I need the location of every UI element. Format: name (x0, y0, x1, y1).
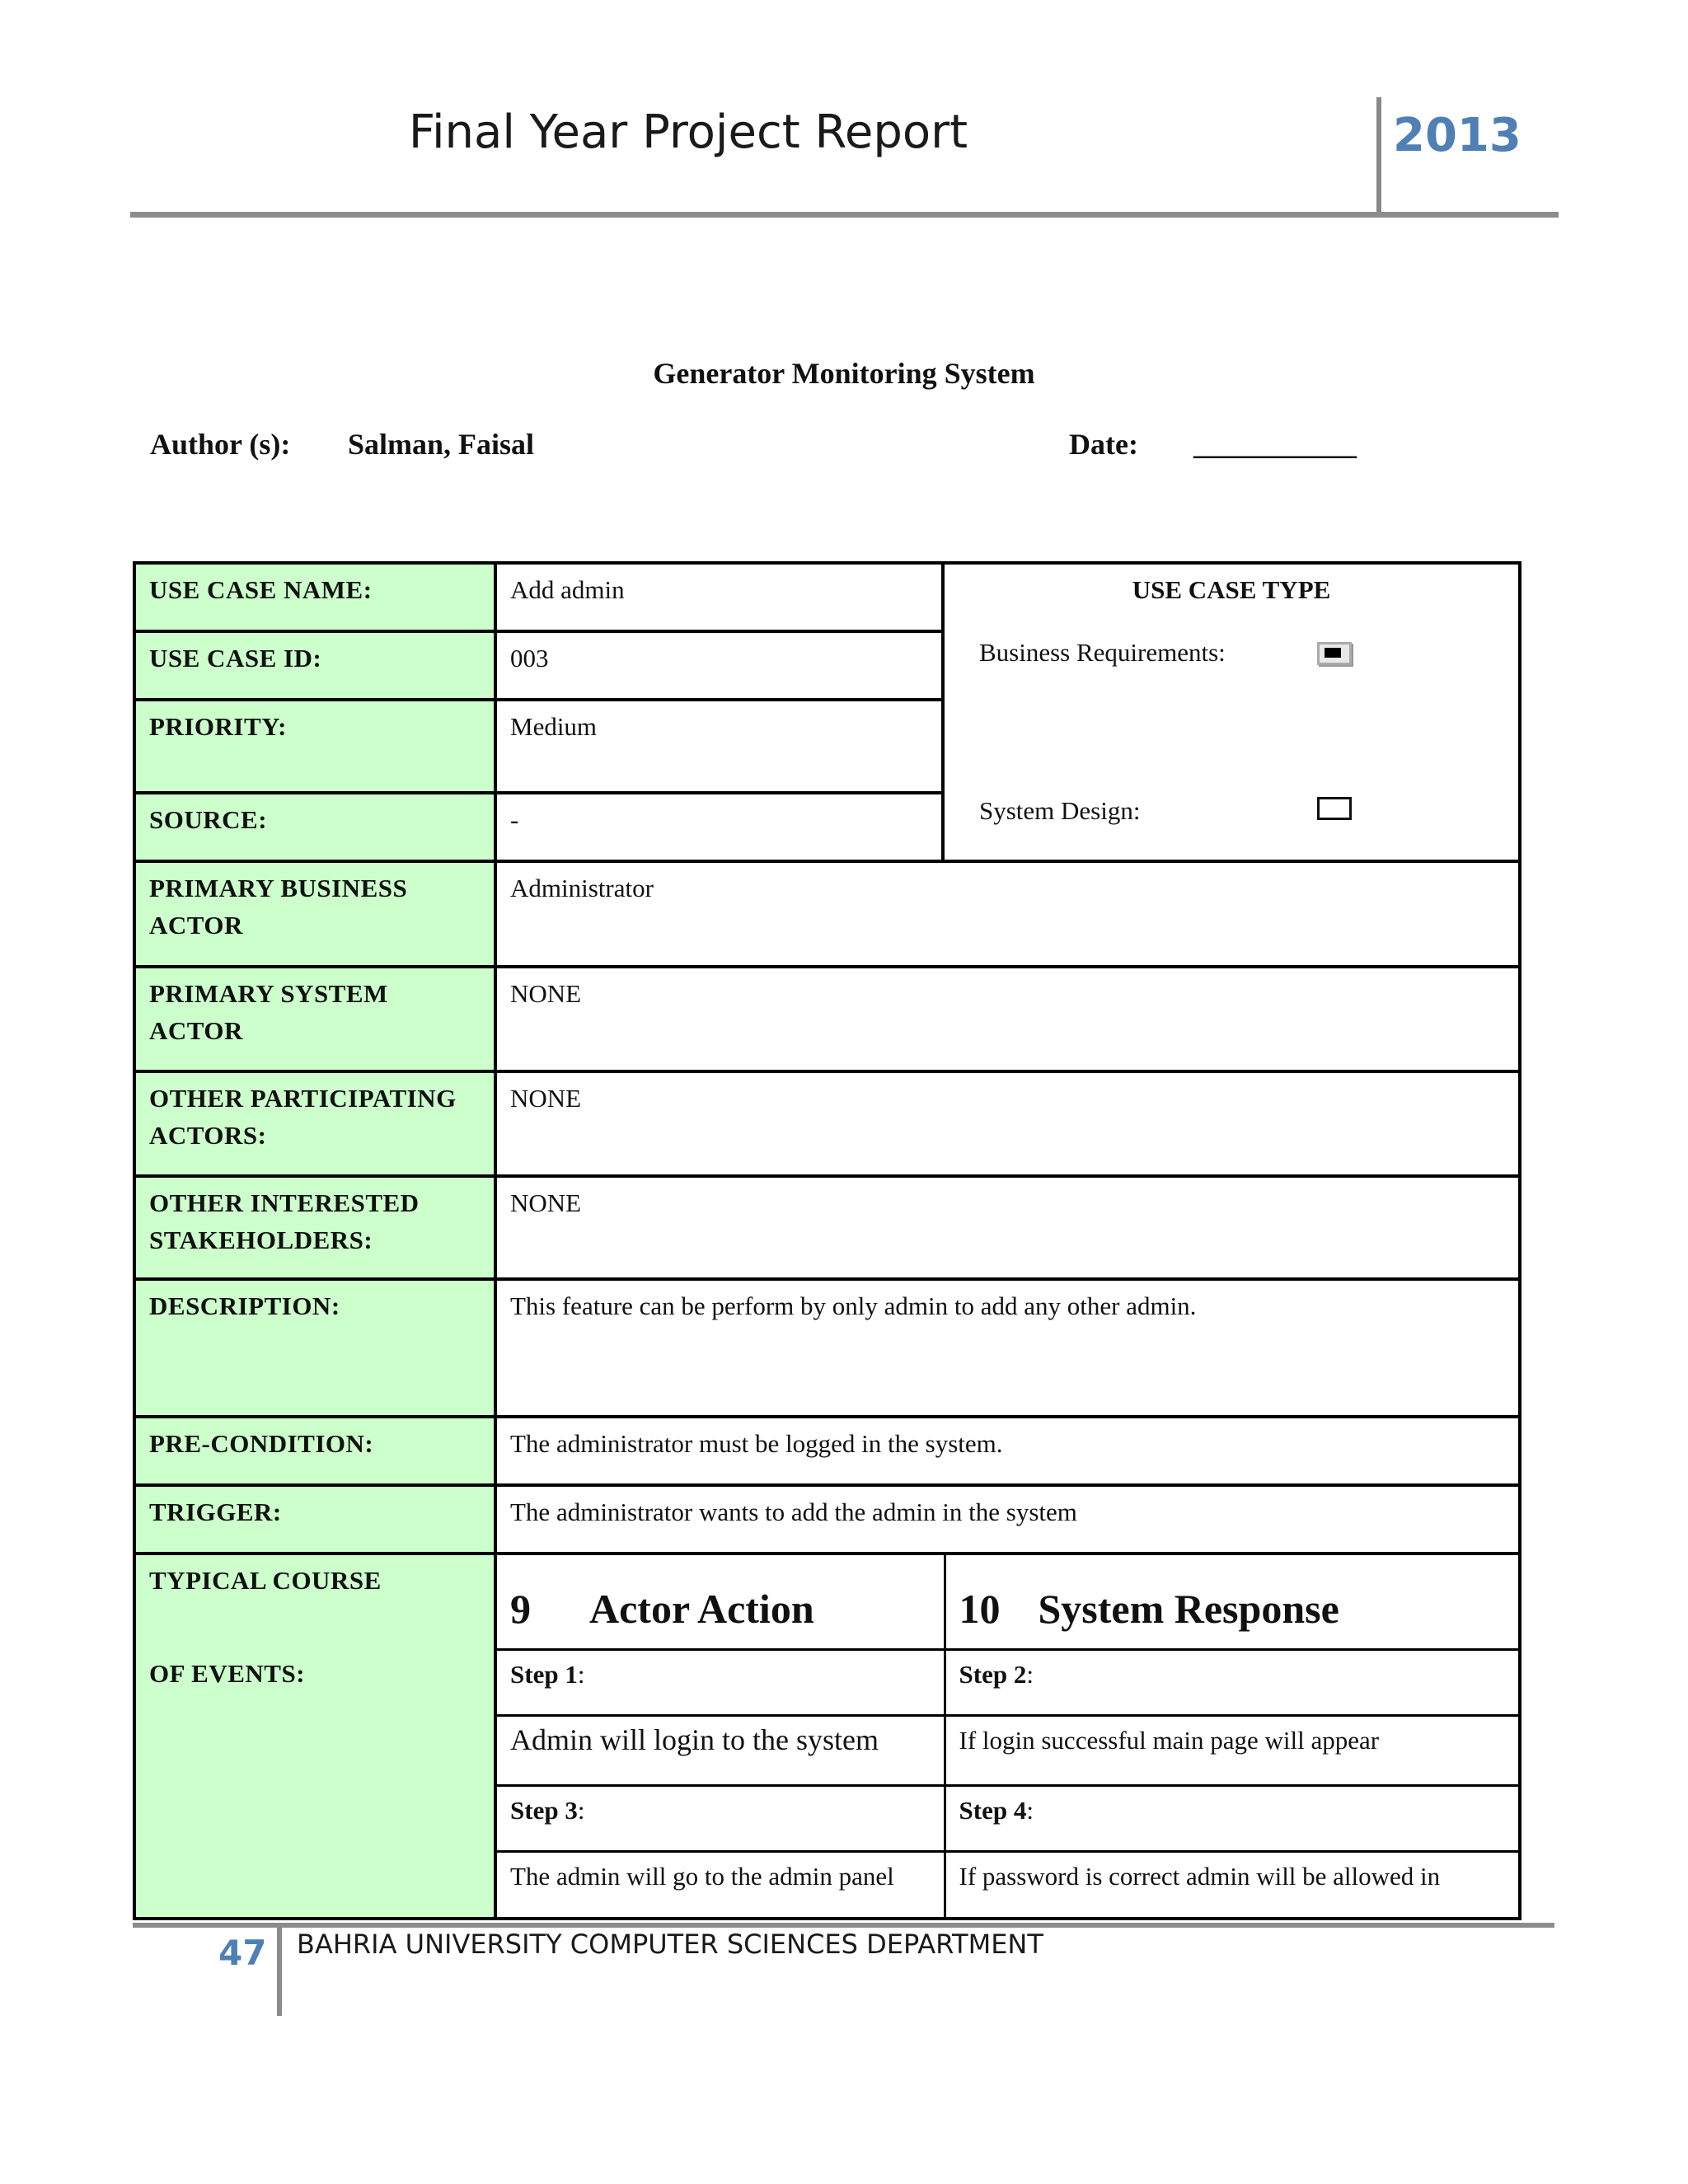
system-response-heading (945, 1555, 1518, 1649)
step-text: The admin will go to the admin panel (510, 1861, 894, 1891)
primary-business-actor-label: PRIMARY BUSINESS ACTOR (134, 861, 495, 967)
trigger-label: TRIGGER: (134, 1485, 495, 1554)
step-label: Step 4 (959, 1795, 1027, 1825)
business-requirements-checkbox[interactable] (1317, 642, 1352, 665)
other-participating-actors-label: OTHER PARTICIPATING ACTORS: (134, 1071, 495, 1176)
business-requirements-label: Business Requirements: (979, 638, 1226, 667)
description-value: This feature can be perform by only admin to add any other admin. (495, 1279, 1520, 1417)
header-divider (1376, 97, 1381, 214)
step-text: Admin will login to the system (497, 1715, 945, 1785)
description-label: DESCRIPTION: (134, 1279, 495, 1417)
trigger-value: The administrator wants to add the admin in the system (495, 1485, 1520, 1554)
primary-system-actor-label: PRIMARY SYSTEM ACTOR (134, 967, 495, 1071)
report-header-year: 2013 (1393, 109, 1522, 162)
other-interested-stakeholders-value: NONE (495, 1176, 1520, 1279)
events-table (497, 1555, 1518, 1917)
step-label: Step 3 (510, 1795, 578, 1825)
typical-course-label (134, 1554, 495, 1919)
author-label: Author (s): (150, 428, 291, 461)
system-response-heading-text: System Response (1038, 1586, 1339, 1632)
use-case-name-label: USE CASE NAME: (134, 563, 495, 631)
step-label: Step 2 (959, 1659, 1027, 1689)
use-case-type-heading: USE CASE TYPE (1132, 575, 1331, 604)
use-case-name-value: Add admin (495, 563, 943, 631)
use-case-id-value: 003 (495, 631, 943, 700)
use-case-table (133, 561, 1522, 1920)
priority-value: Medium (495, 700, 943, 793)
header-rule (130, 212, 1559, 218)
system-response-number: 10 (959, 1586, 1001, 1632)
precondition-label: PRE-CONDITION: (134, 1417, 495, 1485)
step-label-cell: Step 1: (497, 1649, 945, 1715)
footer-divider (277, 1925, 282, 2016)
other-interested-stakeholders-label: OTHER INTERESTED STAKEHOLDERS: (134, 1176, 495, 1279)
page-number: 47 (218, 1933, 267, 1973)
step-label-cell: Step 3: (497, 1785, 945, 1851)
priority-label: PRIORITY: (134, 700, 495, 793)
step-label: Step 1 (510, 1659, 578, 1689)
events-cell (495, 1554, 1520, 1919)
system-design-checkbox[interactable] (1317, 797, 1352, 820)
date-label: Date: (1069, 428, 1138, 461)
primary-system-actor-value: NONE (495, 967, 1520, 1071)
step-label-cell: Step 4: (945, 1785, 1518, 1851)
precondition-value: The administrator must be logged in the system. (495, 1417, 1520, 1485)
step-text: If login successful main page will appear (945, 1715, 1518, 1785)
actor-action-heading-text: Actor Action (589, 1586, 814, 1632)
step-text: If password is correct admin will be allowed in (945, 1851, 1518, 1917)
source-value: - (495, 793, 943, 861)
source-label: SOURCE: (134, 793, 495, 861)
system-design-label: System Design: (979, 796, 1141, 825)
use-case-id-label: USE CASE ID: (134, 631, 495, 700)
actor-action-number: 9 (510, 1586, 531, 1632)
typical-course-label-line2: OF EVENTS: (149, 1659, 306, 1688)
report-header-title: Final Year Project Report (408, 105, 968, 159)
footer-rule (133, 1923, 1554, 1928)
author-value: Salman, Faisal (348, 428, 535, 461)
primary-business-actor-value: Administrator (495, 861, 1520, 967)
other-participating-actors-value: NONE (495, 1071, 1520, 1176)
typical-course-label-line1: TYPICAL COURSE (149, 1566, 382, 1595)
date-value: ___________ (1193, 428, 1357, 461)
step-label-cell: Step 2: (945, 1649, 1518, 1715)
document-title: Generator Monitoring System (653, 357, 1035, 390)
use-case-type-cell (943, 563, 1520, 861)
actor-action-heading (497, 1555, 945, 1649)
footer-department: BAHRIA UNIVERSITY COMPUTER SCIENCES DEPARTMENT (297, 1929, 1043, 1960)
